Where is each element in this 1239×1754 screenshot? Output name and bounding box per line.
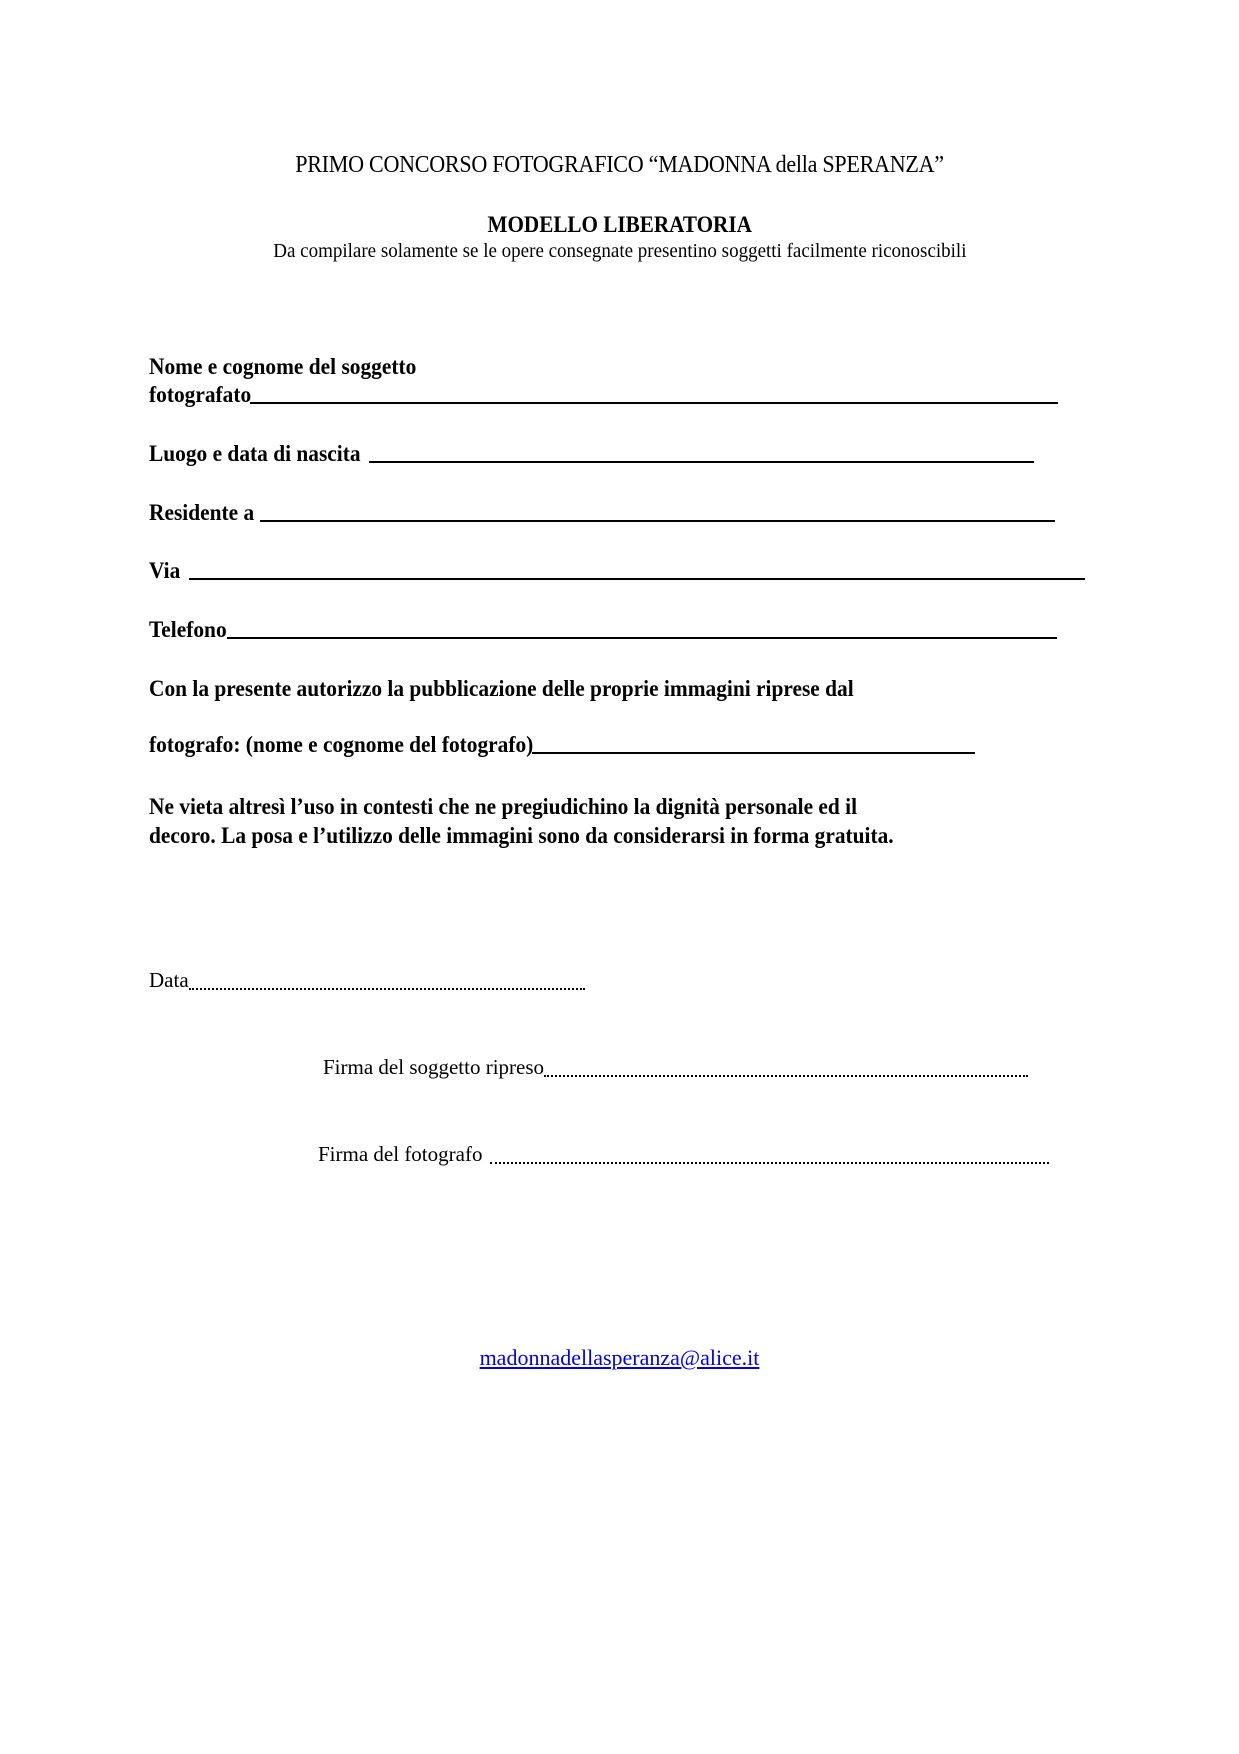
residence-input-line[interactable] (260, 500, 1055, 522)
subject-name-label: fotografato (149, 382, 252, 407)
email-link[interactable]: madonnadellasperanza@alice.it (479, 1345, 760, 1370)
street-input-line[interactable] (189, 558, 1085, 580)
phone-field (149, 617, 1057, 643)
contact-email (0, 1345, 1239, 1371)
residence-label: Residente a (149, 500, 255, 525)
date-field (149, 968, 585, 993)
birth-field (149, 441, 1034, 467)
photographer-signature-line[interactable] (490, 1144, 1049, 1164)
residence-field (149, 500, 1055, 526)
photographer-name-input-line[interactable] (532, 732, 975, 754)
form-instructions: Da compilare solamente se le opere consegnate presentino soggetti facilmente riconoscibili (272, 240, 967, 262)
subject-signature-label: Firma del soggetto ripreso (323, 1055, 545, 1079)
subject-signature-field (323, 1055, 1028, 1080)
birth-input-line[interactable] (369, 441, 1034, 463)
street-label: Via (149, 558, 181, 583)
authorization-text-line1: Con la presente autorizzo la pubblicazione delle proprie immagini riprese dal (149, 676, 854, 701)
street-field (149, 558, 1085, 584)
subject-name-field (149, 382, 1058, 408)
form-title: MODELLO LIBERATORIA (487, 212, 752, 237)
photographer-signature-label: Firma del fotografo (318, 1142, 483, 1166)
subject-name-label-line1: Nome e cognome del soggetto (149, 354, 417, 379)
phone-label: Telefono (149, 617, 227, 642)
disclaimer-text: Ne vieta altresì l’uso in contesti che ne pregiudichino la dignità personale ed il decoro. La posa e l’utilizzo delle immagini sono da considerarsi in forma gratuita. (149, 794, 894, 848)
photographer-name-field (149, 732, 975, 758)
date-label: Data (149, 968, 189, 992)
photographer-signature-field (318, 1142, 1049, 1167)
birth-label: Luogo e data di nascita (149, 441, 361, 466)
photographer-name-label: fotografo: (nome e cognome del fotografo) (149, 732, 534, 757)
phone-input-line[interactable] (227, 617, 1057, 639)
contest-title: PRIMO CONCORSO FOTOGRAFICO “MADONNA della SPERANZA” (295, 152, 944, 178)
date-input-line[interactable] (189, 970, 585, 990)
subject-signature-line[interactable] (544, 1057, 1028, 1077)
subject-name-input-line[interactable] (250, 382, 1058, 404)
